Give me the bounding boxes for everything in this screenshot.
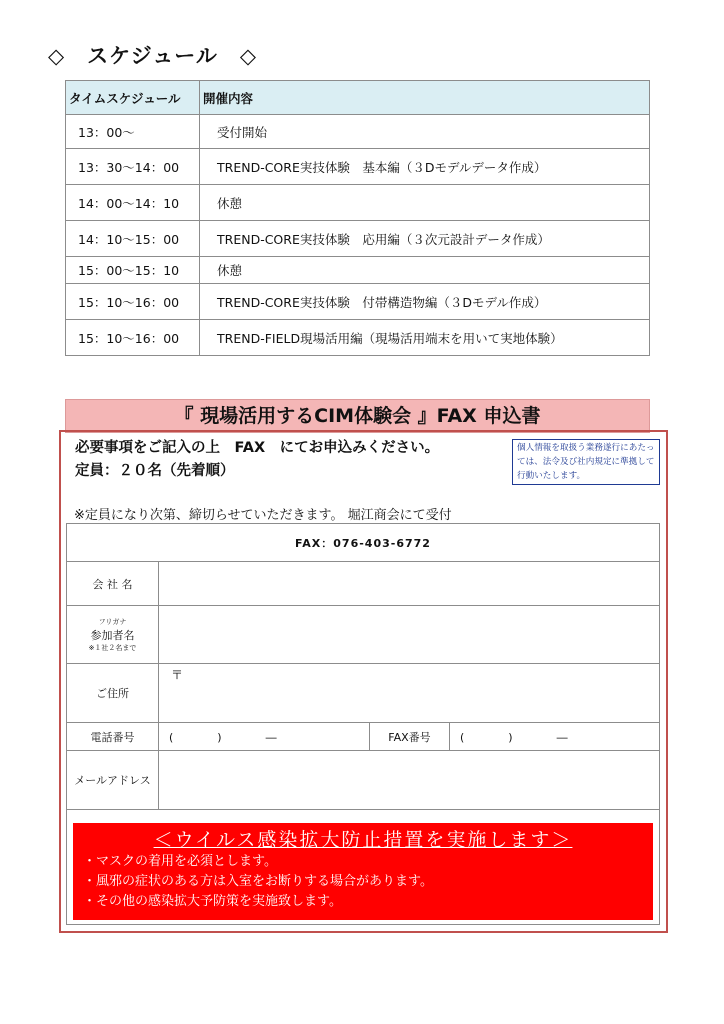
email-field[interactable]	[159, 751, 660, 810]
schedule-content: 受付開始	[200, 115, 650, 149]
schedule-content: 休憩	[200, 257, 650, 284]
company-label: 会 社 名	[67, 562, 159, 606]
schedule-time: 13：30～14：00	[66, 149, 200, 185]
company-field[interactable]	[159, 562, 660, 606]
table-row	[66, 185, 650, 221]
participant-label-cell	[67, 606, 159, 664]
covid-item: ・マスクの着用を必須とします。	[83, 854, 277, 869]
email-row	[67, 751, 660, 810]
participant-label: 参加者名	[90, 628, 135, 642]
schedule-header-time: タイムスケジュール	[66, 81, 200, 115]
schedule-header-row	[66, 81, 650, 115]
fax-number-row	[67, 524, 660, 562]
table-row	[66, 320, 650, 356]
schedule-time: 13：00～	[66, 115, 200, 149]
participant-limit-note: ※１社２名まで	[88, 643, 137, 652]
covid-item: ・風邪の症状のある方は入室をお断りする場合があります。	[83, 874, 433, 889]
schedule-content: 休憩	[200, 185, 650, 221]
schedule-content: TREND-CORE実技体験 基本編（３Dモデルデータ作成）	[200, 149, 650, 185]
table-row	[66, 284, 650, 320]
schedule-time: 14：10～15：00	[66, 221, 200, 257]
table-row	[66, 221, 650, 257]
address-field[interactable]	[159, 664, 660, 723]
fax-number: FAX：076-403-6772	[67, 524, 660, 562]
covid-item: ・その他の感染拡大予防策を実施致します。	[83, 894, 342, 909]
participant-field[interactable]	[159, 606, 660, 664]
schedule-content: TREND-CORE実技体験 応用編（３次元設計データ作成）	[200, 221, 650, 257]
phone-field[interactable]: ( ) ―	[159, 723, 370, 751]
privacy-note: 個人情報を取扱う業務遂行にあたっては、法令及び社内規定に準拠して行動いたします。	[512, 439, 660, 485]
schedule-time: 15：00～15：10	[66, 257, 200, 284]
phone-label: 電話番号	[67, 723, 159, 751]
capacity-note: 定員：２０名（先着順）	[75, 463, 235, 479]
furigana-label: フリガナ	[98, 617, 127, 626]
table-row	[66, 115, 650, 149]
covid-notice	[73, 823, 653, 920]
schedule-content: TREND-FIELD現場活用編（現場活用端末を用いて実地体験）	[200, 320, 650, 356]
postal-mark: 〒	[171, 668, 184, 682]
table-row	[66, 149, 650, 185]
schedule-title: ◇ スケジュール ◇	[48, 44, 258, 68]
fax-label: FAX番号	[370, 723, 450, 751]
address-label: ご住所	[67, 664, 159, 723]
participant-row	[67, 606, 660, 664]
request-note: 必要事項をご記入の上 FAX にてお申込みください。	[75, 440, 440, 456]
email-label: メールアドレス	[67, 751, 159, 810]
fax-field[interactable]: ( ) ―	[450, 723, 660, 751]
address-row	[67, 664, 660, 723]
covid-title: ＜ウイルス感染拡大防止措置を実施します＞	[153, 829, 573, 851]
schedule-header-content: 開催内容	[200, 81, 650, 115]
deadline-note: ※定員になり次第、締切らせていただきます。 堀江商会にて受付	[74, 508, 452, 523]
schedule-content: TREND-CORE実技体験 付帯構造物編（３Dモデル作成）	[200, 284, 650, 320]
schedule-time: 15：10～16：00	[66, 320, 200, 356]
schedule-time: 15：10～16：00	[66, 284, 200, 320]
schedule-table	[65, 80, 650, 356]
company-row	[67, 562, 660, 606]
table-row	[66, 257, 650, 284]
phone-fax-row	[67, 723, 660, 751]
schedule-time: 14：00～14：10	[66, 185, 200, 221]
fax-form-header: 『 現場活用するCIM体験会 』FAX 申込書	[65, 399, 650, 433]
